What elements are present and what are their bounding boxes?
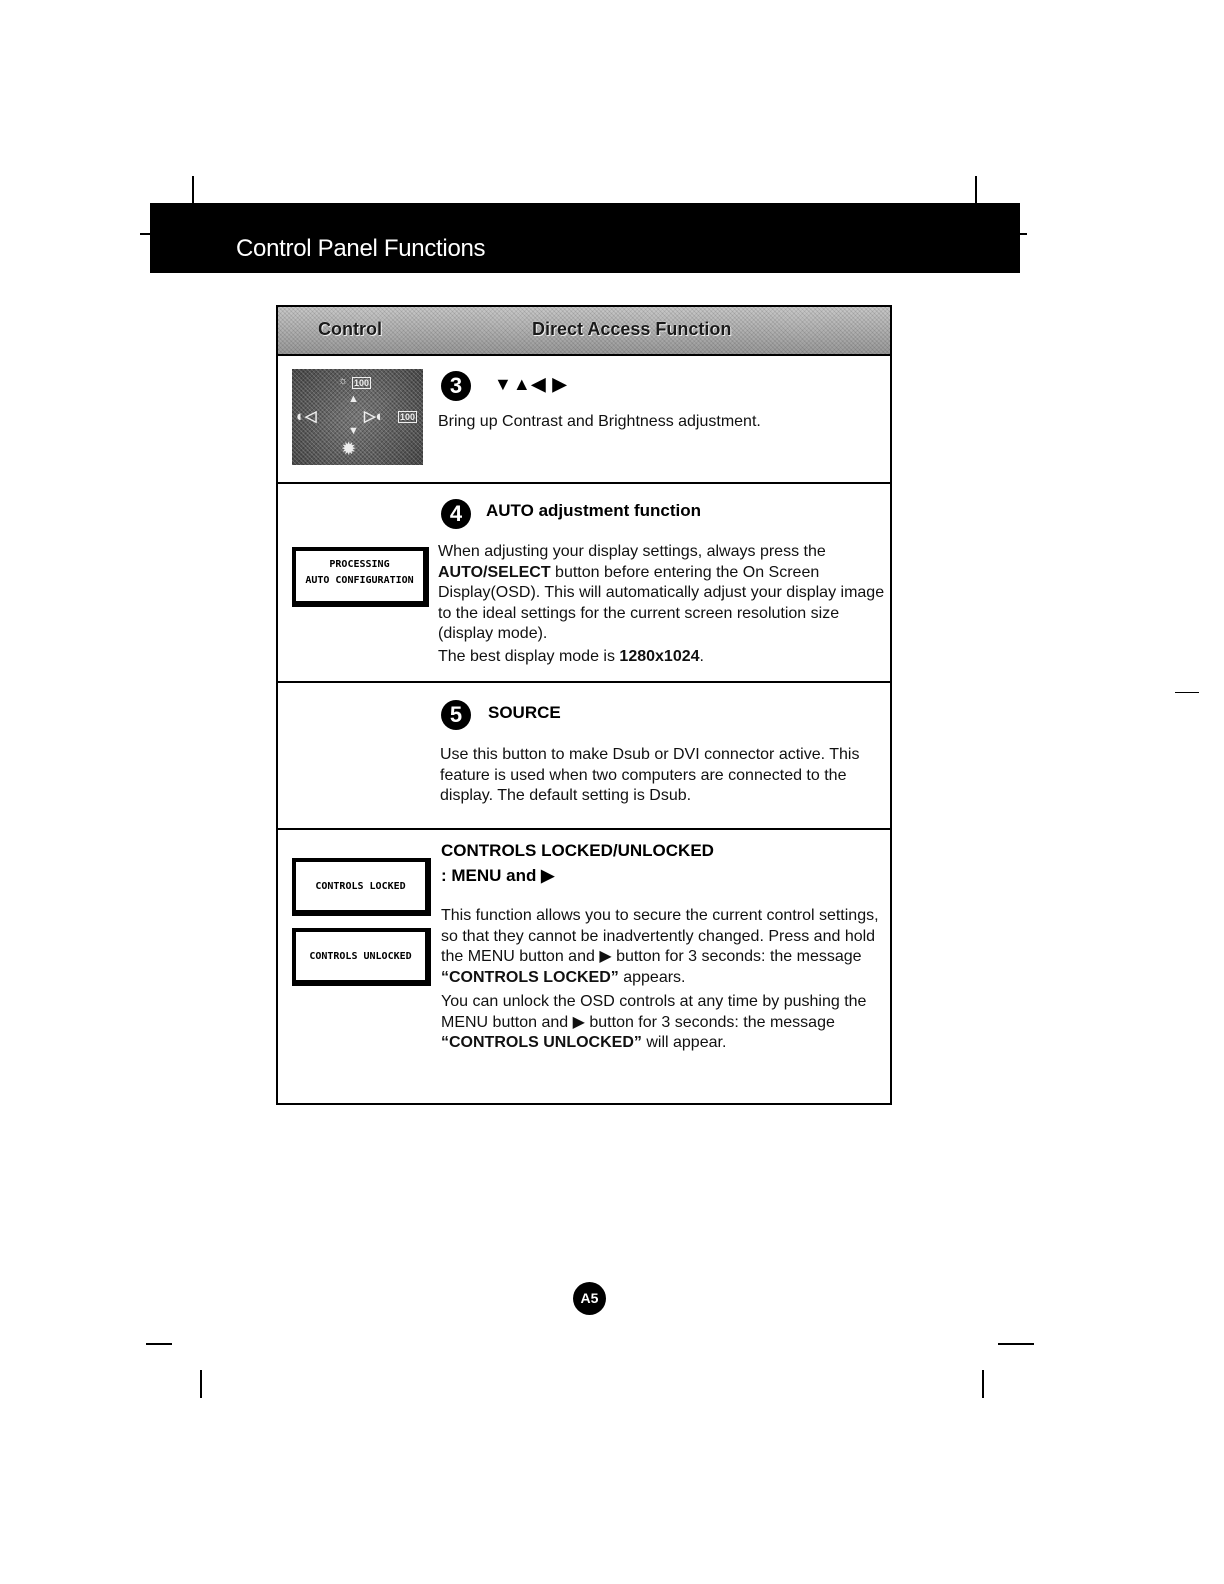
function-table — [276, 305, 892, 1105]
row5-heading: SOURCE — [488, 703, 561, 722]
osd-controls-unlocked-box: CONTROLS UNLOCKED — [292, 928, 431, 986]
header-direct-access-function: Direct Access Function — [532, 319, 732, 339]
up-arrow-icon: ▲ — [348, 393, 359, 405]
page-title: Control Panel Functions — [236, 235, 486, 262]
down-arrow-icon: ▼ — [348, 425, 359, 437]
margin-line — [1175, 692, 1199, 693]
table-row — [278, 681, 890, 830]
row3-description: Bring up Contrast and Brightness adjustment. — [438, 413, 761, 430]
row4-heading: AUTO adjustment function — [486, 501, 702, 520]
crop-mark — [200, 1370, 202, 1398]
row5-description: Use this button to make Dsub or DVI connector active. This feature is used when two computers are connected to the display. The default setting is Dsub. — [440, 746, 860, 804]
contrast-icon: ◐◁ — [296, 408, 317, 425]
crop-mark — [146, 1343, 172, 1345]
crop-mark — [998, 1343, 1034, 1345]
contrast-value-label: 100 — [354, 378, 370, 388]
table-row — [278, 828, 890, 1103]
brightness-icon: ☼ — [338, 375, 349, 387]
arrow-keys-icon: ▼▲◀ ▶ — [494, 374, 568, 394]
row6-subheading: : MENU and ▶ — [441, 866, 555, 885]
osd-processing-box — [292, 547, 429, 607]
row6-paragraph-2: You can unlock the OSD controls at any time by pushing the MENU button and ▶ button for 3 seconds: the message “CONTROLS UNLOCKED” will appear. — [441, 993, 867, 1051]
contrast-right-icon: ▷◐ — [364, 408, 385, 425]
header-control: Control — [318, 319, 382, 339]
row6-heading: CONTROLS LOCKED/UNLOCKED — [441, 841, 714, 860]
row6-paragraph-1: This function allows you to secure the current control settings, so that they cannot be inadvertently changed. Press and hold the MENU button and ▶ button for 3 seconds: the message “CONTROLS LOCKED” appears. — [441, 907, 879, 986]
crop-mark — [1020, 233, 1027, 235]
table-header — [278, 307, 890, 356]
step-number-badge: 4 — [441, 499, 471, 529]
row4-paragraph-2: The best display mode is 1280x1024. — [438, 648, 704, 665]
crop-mark — [140, 233, 150, 235]
crop-mark — [975, 176, 977, 203]
row4-paragraph-1: When adjusting your display settings, always press the AUTO/SELECT button before entering the On Screen Display(OSD). This will automatically adjust your display image to the ideal settings for the current screen resolution size (display mode). — [438, 543, 885, 642]
step-number-badge: 3 — [441, 371, 471, 401]
osd-line-processing: PROCESSING — [329, 559, 390, 570]
table-row — [278, 482, 890, 683]
crop-mark — [982, 1370, 984, 1398]
title-bar — [150, 203, 1020, 273]
page-number-badge: A5 — [573, 1282, 606, 1315]
osd-line-auto-configuration: AUTO CONFIGURATION — [305, 575, 414, 586]
brightness-value-label: 100 — [400, 412, 416, 422]
table-row — [278, 354, 890, 484]
control-buttons-image — [292, 369, 423, 465]
osd-controls-locked-box: CONTROLS LOCKED — [292, 858, 431, 916]
crop-mark — [192, 176, 194, 203]
sun-icon: ✹ — [342, 441, 356, 458]
step-number-badge: 5 — [441, 700, 471, 730]
